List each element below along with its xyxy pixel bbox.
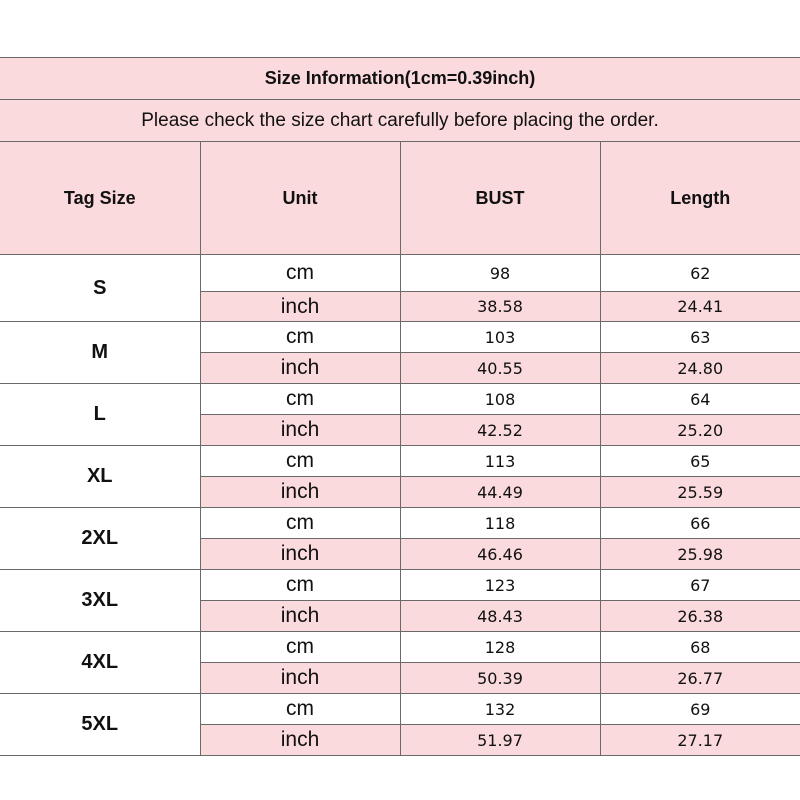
unit-cm: cm [200, 570, 400, 601]
length-cm: 62 [600, 255, 800, 292]
table-row [0, 570, 800, 601]
length-cm: 64 [600, 384, 800, 415]
bust-cm: 113 [400, 446, 600, 477]
length-inch: 25.98 [600, 539, 800, 570]
unit-inch: inch [200, 292, 400, 322]
length-cm: 63 [600, 322, 800, 353]
unit-inch: inch [200, 353, 400, 384]
length-inch: 27.17 [600, 725, 800, 756]
table-row [0, 632, 800, 663]
bust-inch: 38.58 [400, 292, 600, 322]
unit-cm: cm [200, 384, 400, 415]
size-label: 3XL [0, 570, 200, 632]
unit-inch: inch [200, 415, 400, 446]
length-cm: 68 [600, 632, 800, 663]
length-inch: 24.41 [600, 292, 800, 322]
size-label: 2XL [0, 508, 200, 570]
size-table-body [0, 255, 800, 756]
chart-subtitle: Please check the size chart carefully before placing the order. [0, 100, 800, 142]
bust-inch: 51.97 [400, 725, 600, 756]
size-label: 5XL [0, 694, 200, 756]
length-cm: 69 [600, 694, 800, 725]
bust-cm: 108 [400, 384, 600, 415]
length-cm: 65 [600, 446, 800, 477]
bust-cm: 132 [400, 694, 600, 725]
unit-inch: inch [200, 539, 400, 570]
table-row [0, 446, 800, 477]
table-row [0, 694, 800, 725]
length-inch: 26.77 [600, 663, 800, 694]
unit-cm: cm [200, 508, 400, 539]
unit-cm: cm [200, 255, 400, 292]
bust-cm: 103 [400, 322, 600, 353]
header-length: Length [600, 142, 800, 255]
unit-cm: cm [200, 632, 400, 663]
chart-title: Size Information(1cm=0.39inch) [0, 58, 800, 100]
length-cm: 67 [600, 570, 800, 601]
size-label: L [0, 384, 200, 446]
size-label: M [0, 322, 200, 384]
length-cm: 66 [600, 508, 800, 539]
length-inch: 26.38 [600, 601, 800, 632]
bust-inch: 46.46 [400, 539, 600, 570]
unit-inch: inch [200, 477, 400, 508]
unit-cm: cm [200, 694, 400, 725]
length-inch: 24.80 [600, 353, 800, 384]
length-inch: 25.20 [600, 415, 800, 446]
length-inch: 25.59 [600, 477, 800, 508]
table-row [0, 322, 800, 353]
bust-inch: 48.43 [400, 601, 600, 632]
size-chart [0, 57, 800, 756]
header-bust: BUST [400, 142, 600, 255]
header-unit: Unit [200, 142, 400, 255]
header-tag-size: Tag Size [0, 142, 200, 255]
unit-cm: cm [200, 322, 400, 353]
bust-cm: 123 [400, 570, 600, 601]
unit-inch: inch [200, 663, 400, 694]
bust-inch: 50.39 [400, 663, 600, 694]
table-row [0, 255, 800, 292]
unit-inch: inch [200, 725, 400, 756]
bust-cm: 98 [400, 255, 600, 292]
bust-inch: 42.52 [400, 415, 600, 446]
size-label: 4XL [0, 632, 200, 694]
bust-cm: 118 [400, 508, 600, 539]
bust-inch: 44.49 [400, 477, 600, 508]
bust-inch: 40.55 [400, 353, 600, 384]
size-label: XL [0, 446, 200, 508]
bust-cm: 128 [400, 632, 600, 663]
table-row [0, 384, 800, 415]
header-row [0, 142, 800, 255]
size-table [0, 142, 800, 756]
size-label: S [0, 255, 200, 322]
unit-cm: cm [200, 446, 400, 477]
unit-inch: inch [200, 601, 400, 632]
table-row [0, 508, 800, 539]
